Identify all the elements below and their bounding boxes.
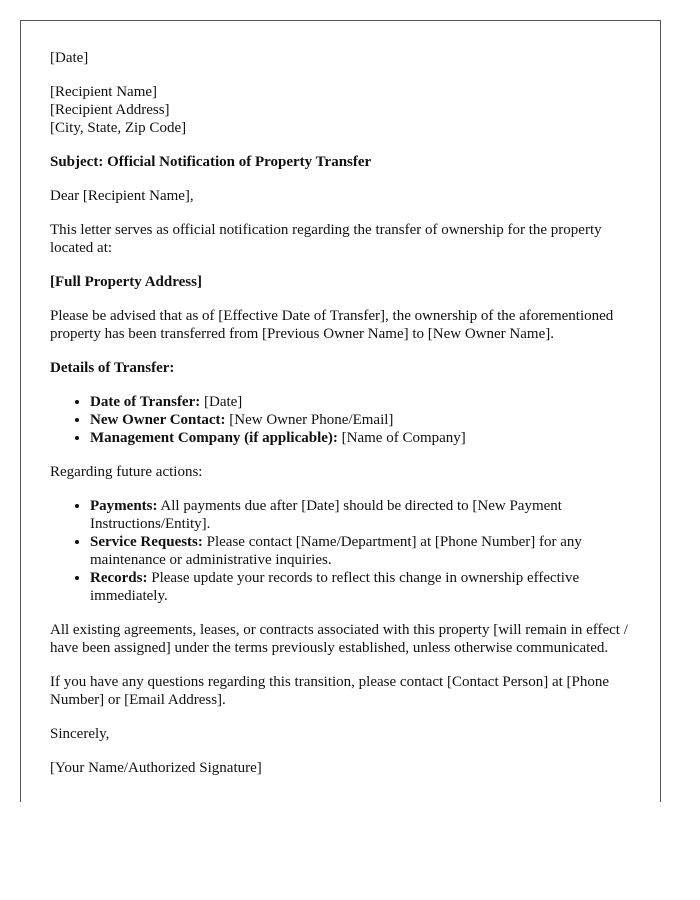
details-item-label: New Owner Contact:: [90, 412, 226, 428]
actions-item-value: Please contact [Name/Department] at [Phone Number] for any maintenance or administrative inquiries.: [90, 534, 582, 568]
actions-item-payments: [90, 497, 635, 533]
details-item-value: [Date]: [200, 394, 243, 410]
intro-paragraph: This letter serves as official notification regarding the transfer of ownership for the property located at:: [50, 222, 602, 256]
actions-item-value: Please update your records to reflect this change in ownership effective immediately.: [90, 570, 580, 604]
actions-item-label: Payments:: [90, 498, 158, 514]
details-item-value: [Name of Company]: [337, 430, 466, 446]
recipient-address: [Recipient Address]: [50, 102, 170, 118]
letter-body: [50, 49, 635, 793]
property-address: [50, 273, 635, 291]
actions-list: [50, 497, 635, 605]
actions-item-label: Service Requests:: [90, 534, 203, 550]
actions-item-label: Records:: [90, 570, 148, 586]
signature-line: [Your Name/Authorized Signature]: [50, 760, 262, 776]
actions-intro: Regarding future actions:: [50, 464, 203, 480]
details-list: [50, 393, 635, 447]
actions-item-service: [90, 533, 635, 569]
letter-subject: [50, 153, 635, 171]
details-item-owner-contact: [90, 411, 635, 429]
details-item-date: [90, 393, 635, 411]
letter-date: [Date]: [50, 50, 89, 66]
details-item-value: [New Owner Phone/Email]: [225, 412, 394, 428]
actions-item-value: All payments due after [Date] should be directed to [New Payment Instructions/Entity].: [90, 498, 562, 532]
property-address-text: [Full Property Address]: [50, 274, 202, 290]
recipient-address-block: [50, 83, 635, 137]
salutation: Dear [Recipient Name],: [50, 188, 194, 204]
recipient-name: [Recipient Name]: [50, 84, 158, 100]
details-heading: [50, 359, 635, 377]
closing: Sincerely,: [50, 726, 110, 742]
agreements-paragraph: All existing agreements, leases, or contracts associated with this property [will remain in effect / have been assigned] under the terms previously established, unless otherwise communicated.: [50, 622, 628, 656]
details-heading-text: Details of Transfer:: [50, 360, 175, 376]
letter-page: [20, 20, 661, 802]
actions-item-records: [90, 569, 635, 605]
details-item-label: Date of Transfer:: [90, 394, 201, 410]
questions-paragraph: If you have any questions regarding this transition, please contact [Contact Person] at [Phone Number] or [Email Address].: [50, 674, 610, 708]
recipient-city-state-zip: [City, State, Zip Code]: [50, 120, 187, 136]
details-item-label: Management Company (if applicable):: [90, 430, 338, 446]
subject-text: Subject: Official Notification of Property Transfer: [50, 154, 372, 170]
advisory-paragraph: Please be advised that as of [Effective Date of Transfer], the ownership of the aforementioned property has been transferred from [Previous Owner Name] to [New Owner Name].: [50, 308, 614, 342]
details-item-management: [90, 429, 635, 447]
